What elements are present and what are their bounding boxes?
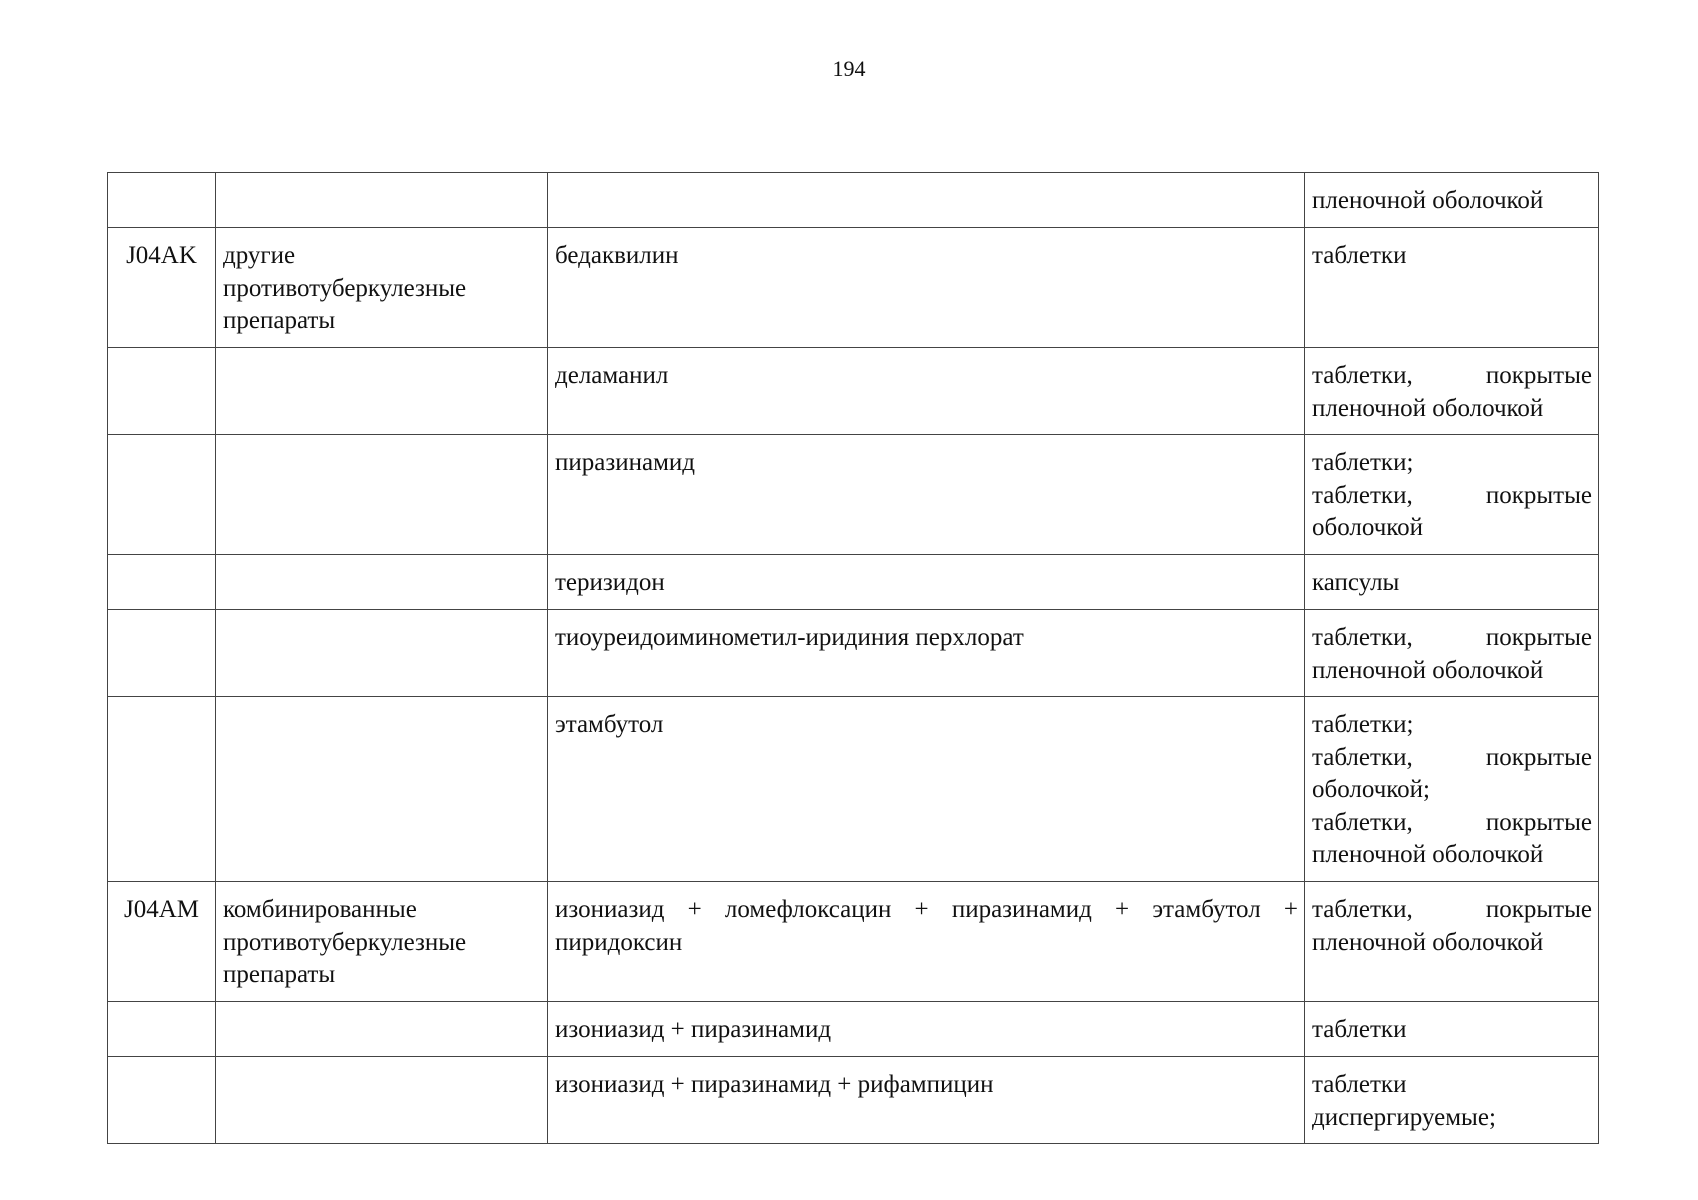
group-cell [216,555,548,610]
dosage-form-line: таблетки; [1312,449,1414,476]
dosage-form-cell [1305,348,1599,435]
table-row [108,228,1599,348]
substance-cell: пиразинамид [548,435,1305,555]
atc-code-cell [108,173,216,228]
table-row [108,173,1599,228]
dosage-form-line: таблетки; [1312,711,1414,738]
substance-cell: этамбутол [548,697,1305,882]
atc-code-cell: J04AM [108,882,216,1002]
atc-code-cell [108,435,216,555]
dosage-form-cell [1305,228,1599,348]
dosage-form-cell [1305,173,1599,228]
group-cell [216,610,548,697]
dosage-form-line: пленочной оболочкой [1312,656,1544,684]
table-row [108,555,1599,610]
group-cell [216,348,548,435]
dosage-form-line: оболочкой [1312,514,1424,541]
dosage-form-line: пленочной оболочкой [1312,841,1544,868]
dosage-form-line: пленочной оболочкой [1312,394,1544,422]
dosage-form-line: таблетки, покрытые [1312,808,1592,836]
dosage-form-line: пленочной оболочкой [1312,928,1544,956]
dosage-form-line: таблетки, покрытые [1312,624,1592,651]
dosage-form-line: таблетки [1312,1016,1407,1043]
table-row [108,1057,1599,1144]
dosage-form-line: таблетки, покрытые [1312,743,1592,771]
substance-cell: изониазид + ломефлоксацин + пиразинамид + этамбутол + пиридоксин [548,882,1305,1002]
atc-code-cell [108,610,216,697]
substance-cell: бедаквилин [548,228,1305,348]
dosage-form-cell [1305,610,1599,697]
dosage-form-line: таблетки, покрытые [1312,481,1592,509]
dosage-form-cell [1305,1002,1599,1057]
substance-cell: теризидон [548,555,1305,610]
dosage-form-cell [1305,697,1599,882]
dosage-form-line: таблетки, покрытые [1312,362,1592,389]
dosage-form-line: таблетки, покрытые [1312,896,1592,923]
atc-code-cell [108,1057,216,1144]
dosage-form-line: диспергируемые; [1312,1103,1496,1131]
atc-code-cell [108,697,216,882]
group-cell [216,173,548,228]
group-cell [216,435,548,555]
atc-code-cell [108,1002,216,1057]
dosage-form-line: таблетки [1312,242,1407,269]
dosage-form-cell [1305,882,1599,1002]
dosage-form-cell [1305,1057,1599,1144]
page-number: 194 [832,56,866,81]
dosage-form-cell [1305,555,1599,610]
table-row [108,1002,1599,1057]
group-cell: другие противотуберкулезные препараты [216,228,548,348]
substance-cell: изониазид + пиразинамид + рифампицин [548,1057,1305,1144]
substance-cell [548,173,1305,228]
group-cell [216,1057,548,1144]
group-cell [216,1002,548,1057]
atc-code-cell: J04AK [108,228,216,348]
table-row [108,697,1599,882]
substance-cell: деламанил [548,348,1305,435]
substance-cell: изониазид + пиразинамид [548,1002,1305,1057]
group-cell: комбинированные противотуберкулезные препараты [216,882,548,1002]
dosage-form-line: пленочной оболочкой [1312,187,1544,214]
table-row [108,610,1599,697]
drug-table [107,172,1599,1144]
dosage-form-line: таблетки [1312,1071,1407,1098]
substance-cell: тиоуреидоиминометил-иридиния перхлорат [548,610,1305,697]
table-row [108,882,1599,1002]
atc-code-cell [108,555,216,610]
group-cell [216,697,548,882]
dosage-form-line: капсулы [1312,569,1400,596]
dosage-form-cell [1305,435,1599,555]
table-row [108,435,1599,555]
table-row [108,348,1599,435]
atc-code-cell [108,348,216,435]
dosage-form-line: оболочкой; [1312,776,1430,803]
